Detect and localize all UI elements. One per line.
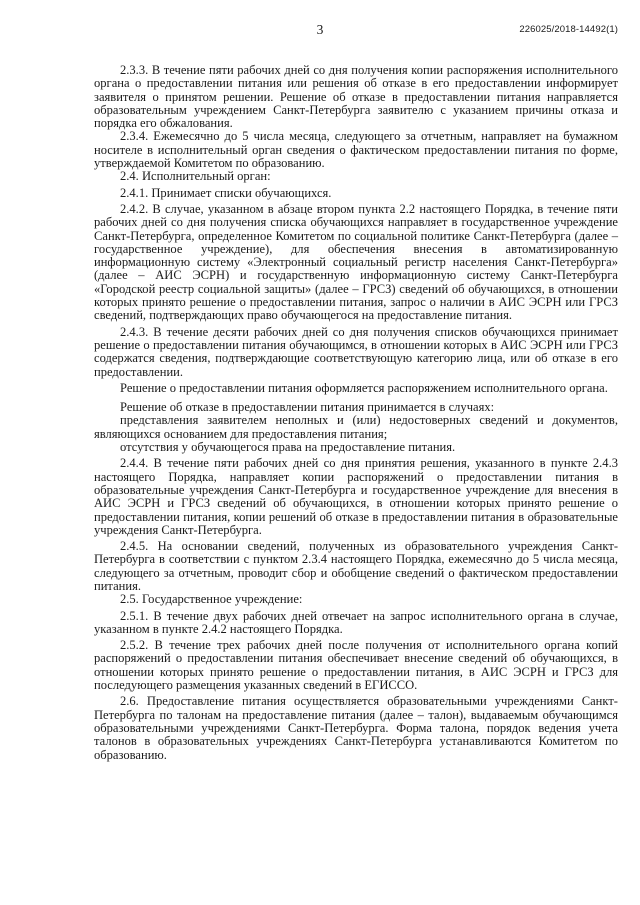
paragraph-2-4-1: 2.4.1. Принимает списки обучающихся. bbox=[120, 185, 332, 200]
paragraph-2-4-2: 2.4.2. В случае, указанном в абзаце втором пункта 2.2 настоящего Порядка, в течение пяти рабочих дней со дня получения списка обучающихся направляет в государственное учреждение Санкт-Петербурга, определенное Комитетом по социальной политике Санкт-Петербурга (далее – государственное учреждение), для обеспечения внесения в автоматизированную информационную систему «Электронный социальный регистр населения Санкт-Петербурга» (далее – АИС ЭСРН) и государственную информационную систему Санкт-Петербурга «Городской реестр социальной защиты» (далее – ГРСЗ) сведений об обучающихся, в отношении которых принято решение о предоставлении питания, запрос о наличии в АИС ЭСРН или ГРСЗ сведений, подтверждающих право обучающегося на предоставление питания. bbox=[94, 201, 618, 323]
document-body bbox=[94, 64, 618, 762]
paragraph-2-6: 2.6. Предоставление питания осуществляется образовательными учреждениями Санкт-Петербурга по талонам на предоставление питания (далее – талон), выдаваемым обучающимся образовательными учреждениями Санкт-Петербурга. Форма талона, порядок ведения учета талонов в образовательных учреждениях Санкт-Петербурга устанавливаются Комитетом по образованию. bbox=[94, 694, 618, 762]
page-number: 3 bbox=[316, 22, 324, 37]
paragraph-2-5: 2.5. Государственное учреждение: bbox=[120, 592, 303, 607]
paragraph-refusal-no-right: отсутствия у обучающегося права на предоставление питания. bbox=[120, 440, 456, 455]
paragraph-refusal-cases: Решение об отказе в предоставлении питания принимается в случаях: bbox=[120, 400, 495, 415]
paragraph-refusal-incomplete: представления заявителем неполных и (или) недостоверных сведений и документов, являющихся основанием для предоставления питания; bbox=[94, 413, 618, 441]
paragraph-2-4-4: 2.4.4. В течение пяти рабочих дней со дня принятия решения, указанного в пункте 2.4.3 настоящего Порядка, направляет копии распоряжений о предоставлении питания в образовательные учреждения Санкт-Петербурга и государственное учреждение для внесения в АИС ЭСРН и ГРСЗ сведений об обучающихся, в отношении которых принято решение о предоставлении питания, копии решений об отказе в предоставлении питания в образовательные учреждения Санкт-Петербурга. bbox=[94, 456, 618, 537]
paragraph-decision-order: Решение о предоставлении питания оформляется распоряжением исполнительного органа. bbox=[120, 380, 608, 395]
paragraph-2-3-3: 2.3.3. В течение пяти рабочих дней со дня получения копии распоряжения исполнительного органа о предоставлении питания или решения об отказе в его предоставлении информирует заявителя о принятом решении. Решение об отказе в предоставлении питания направляется образовательным учреждением Санкт-Петербурга заявителю с указанием причины отказа и порядка его обжалования. bbox=[94, 63, 618, 131]
paragraph-2-4-5: 2.4.5. На основании сведений, полученных из образовательного учреждения Санкт-Петербурга в соответствии с пунктом 2.3.4 настоящего Порядка, ежемесячно до 5 числа месяца, следующего за отчетным, проводит сбор и обобщение сведений о фактическом предоставлении питания. bbox=[94, 539, 618, 593]
paragraph-2-3-4: 2.3.4. Ежемесячно до 5 числа месяца, следующего за отчетным, направляет на бумажном носителе в исполнительный орган сведения о фактическом предоставлении питания по форме, утверждаемой Комитетом по образованию. bbox=[94, 129, 618, 171]
paragraph-2-4-3: 2.4.3. В течение десяти рабочих дней со дня получения списков обучающихся принимает решение о предоставлении питания обучающимся, в отношении которых в АИС ЭСРН или ГРСЗ содержатся сведения, подтверждающие соответствующую категорию лица, или об отказе в его предоставлении. bbox=[94, 324, 618, 379]
document-id: 226025/2018-14492(1) bbox=[519, 24, 618, 35]
paragraph-2-5-2: 2.5.2. В течение трех рабочих дней после получения от исполнительного органа копий распоряжений о предоставлении питания обеспечивает внесение сведений об обучающихся, в отношении которых принято решение о предоставлении питания, в АИС ЭСРН и ГРСЗ для последующего размещения указанных сведений в ЕГИССО. bbox=[94, 638, 618, 693]
paragraph-2-5-1: 2.5.1. В течение двух рабочих дней отвечает на запрос исполнительного органа в случае, указанном в пункте 2.4.2 настоящего Порядка. bbox=[94, 608, 618, 636]
paragraph-2-4: 2.4. Исполнительный орган: bbox=[120, 169, 271, 184]
